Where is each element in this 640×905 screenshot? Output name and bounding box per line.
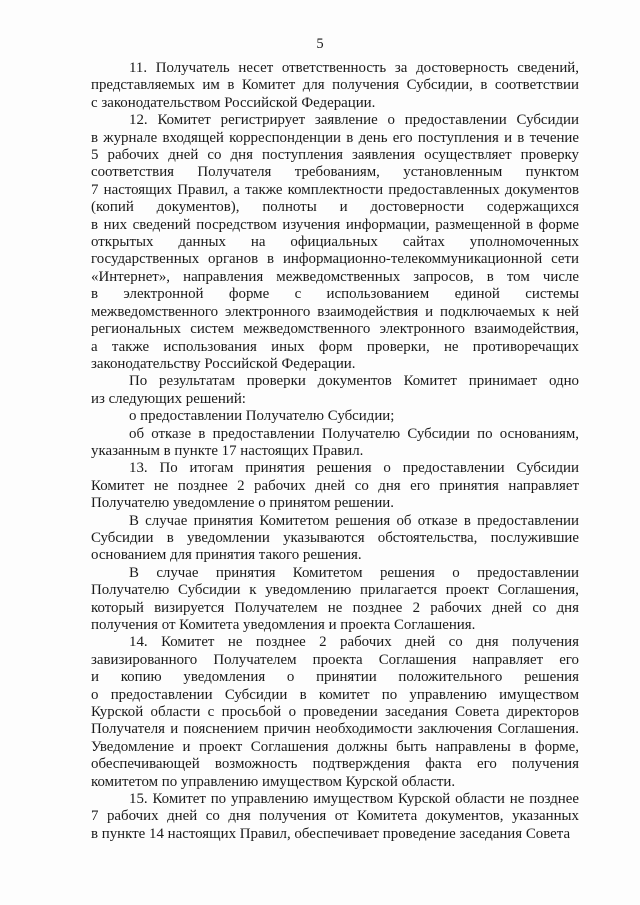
text-line: 15. Комитет по управлению имуществом Курской области не позднее [129, 791, 579, 808]
text-line: в электронной форме с использованием единой системы [91, 286, 579, 303]
document-body [91, 60, 579, 843]
paragraph [91, 565, 579, 635]
text-line: Субсидии в уведомлении указываются обстоятельства, послужившие [91, 529, 579, 546]
text-line: Комитет не позднее 2 рабочих дней со дня его принятия направляет [91, 477, 579, 494]
text-line: 14. Комитет не позднее 2 рабочих дней со дня получения [129, 634, 579, 651]
text-line: Курской области с просьбой о проведении заседания Совета директоров [91, 704, 579, 721]
text-line: 7 рабочих дней со дня получения от Комитета документов, указанных [91, 808, 579, 825]
paragraph [91, 408, 579, 425]
text-line: о предоставлении Субсидии в комитет по управлению имуществом [91, 686, 579, 703]
text-line: По результатам проверки документов Комитет принимает одно [129, 373, 579, 390]
text-line: 13. По итогам принятия решения о предоставлении Субсидии [129, 460, 579, 477]
text-line: об отказе в предоставлении Получателю Субсидии по основаниям, [129, 425, 579, 442]
text-line: В случае принятия Комитетом решения о предоставлении [129, 564, 579, 581]
paragraph [91, 634, 579, 791]
text-line: соответствия Получателя требованиям, установленным пунктом [91, 164, 579, 181]
text-line: 7 настоящих Правил, а также комплектности предоставленных документов [91, 181, 579, 198]
text-line: а также использования иных форм проверки, не противоречащих [91, 338, 579, 355]
text-line: межведомственного электронного взаимодействия и подключаемых к ней [91, 303, 579, 320]
paragraph [91, 513, 579, 565]
text-line: 12. Комитет регистрирует заявление о предоставлении Субсидии [129, 112, 579, 129]
paragraph [91, 112, 579, 373]
text-line: 5 рабочих дней со дня поступления заявления осуществляет проверку [91, 147, 579, 164]
paragraph [91, 460, 579, 512]
text-line: указанным в пункте 17 настоящих Правил. [91, 442, 364, 459]
text-line: основанием для принятия такого решения. [91, 547, 362, 564]
text-line: получения от Комитета уведомления и проекта Соглашения. [91, 617, 476, 633]
page-number: 5 [316, 36, 324, 52]
text-line: в пункте 14 настоящих Правил, обеспечивает проведение заседания Совета [91, 825, 571, 842]
text-line: обеспечивающей возможность подтверждения факта его получения [91, 756, 579, 773]
text-line: завизированного Получателем проекта Соглашения направляет его [91, 651, 579, 668]
text-line: из следующих решений: [91, 390, 246, 407]
text-line: Получателю уведомление о принятом решении. [91, 495, 395, 512]
paragraph [91, 60, 579, 112]
text-line: с законодательством Российской Федерации. [91, 94, 376, 111]
text-line: в них сведений посредством изучения информации, размещенной в форме [91, 216, 579, 233]
text-line: Уведомление и проект Соглашения должны быть направлены в форме, [91, 738, 579, 755]
text-line: представляемых им в Комитет для получения Субсидии, в соответствии [91, 77, 579, 94]
text-line: 11. Получатель несет ответственность за достоверность сведений, [129, 60, 579, 76]
text-line: который визируется Получателем не позднее 2 рабочих дней со дня [91, 599, 579, 616]
text-line: и копию уведомления о принятии положительного решения [91, 669, 579, 686]
text-line: Получателя и пояснением причин необходимости заключения Соглашения. [91, 721, 579, 738]
text-line: Получателю Субсидии к уведомлению прилагается проект Соглашения, [91, 582, 579, 599]
paragraph [91, 426, 579, 461]
text-line: «Интернет», направления межведомственных запросов, в том числе [91, 268, 579, 285]
paragraph [91, 791, 579, 843]
text-line: открытых данных на официальных сайтах уполномоченных [91, 234, 579, 251]
text-line: В случае принятия Комитетом решения об отказе в предоставлении [129, 512, 579, 529]
text-line: законодательству Российской Федерации. [91, 355, 356, 372]
paragraph [91, 373, 579, 408]
text-line: государственных органов в информационно-телекоммуникационной сети [91, 251, 579, 268]
text-line: комитетом по управлению имуществом Курской области. [91, 773, 456, 790]
text-line: в журнале входящей корреспонденции в день его поступления и в течение [91, 129, 579, 146]
text-line: о предоставлении Получателю Субсидии; [129, 408, 395, 425]
text-line: (копий документов), полноты и достоверности содержащихся [91, 199, 579, 216]
text-line: региональных систем межведомственного электронного взаимодействия, [91, 321, 579, 338]
